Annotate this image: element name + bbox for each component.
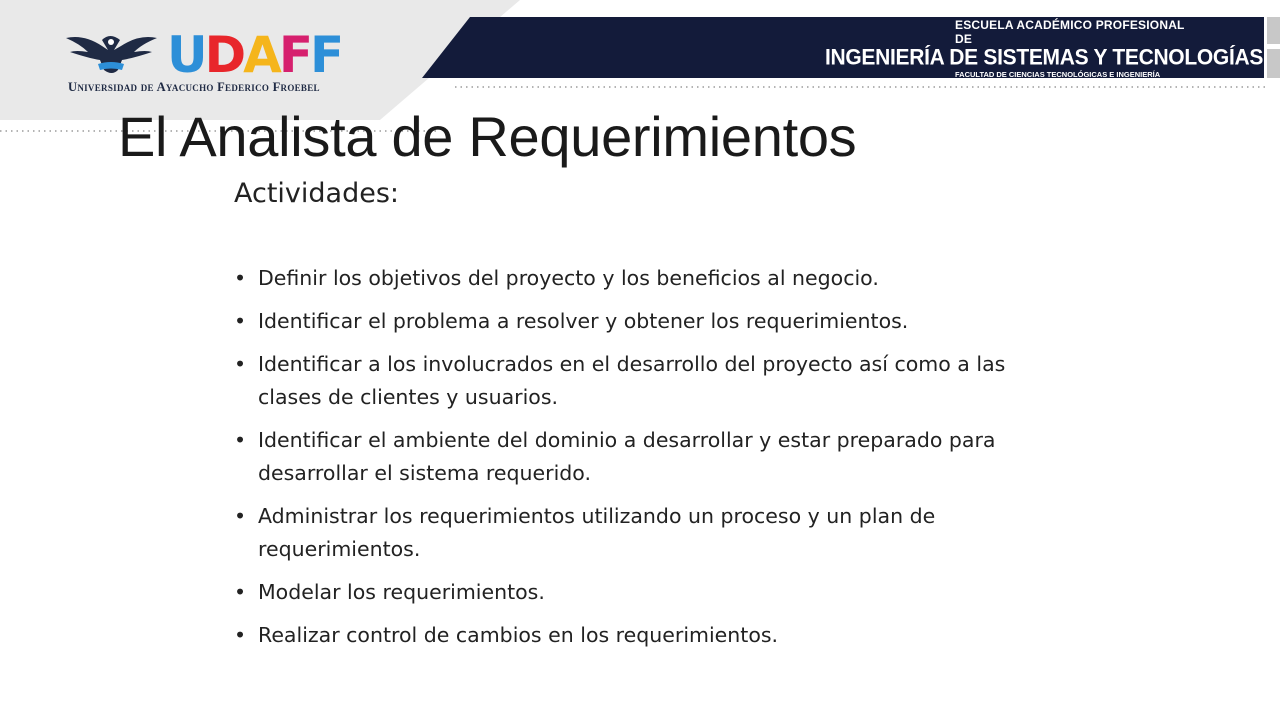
list-item-text: Identificar el ambiente del dominio a desarrollar y estar preparado para desarrollar el sistema requerido.	[258, 428, 996, 485]
logo-letter: D	[204, 26, 244, 84]
bullet-icon: •	[234, 266, 247, 290]
list-item	[234, 262, 1034, 295]
list-item-text: Administrar los requerimientos utilizando un proceso y un plan de requerimientos.	[258, 504, 936, 561]
banner-faculty: FACULTAD DE CIENCIAS TECNOLÓGICAS E INGENIERÍA	[955, 70, 1161, 79]
list-item	[234, 619, 1034, 652]
list-item	[234, 348, 1034, 414]
bullet-icon: •	[234, 623, 247, 647]
bullet-icon: •	[234, 504, 247, 528]
bullet-icon: •	[234, 352, 247, 376]
list-item-text: Realizar control de cambios en los requerimientos.	[258, 623, 779, 647]
list-item-text: Definir los objetivos del proyecto y los beneficios al negocio.	[258, 266, 879, 290]
banner-program: INGENIERÍA DE SISTEMAS Y TECNOLOGÍAS	[825, 45, 1264, 70]
list-item-text: Identificar a los involucrados en el desarrollo del proyecto así como a las clases de clientes y usuarios.	[258, 352, 1006, 409]
university-name: Universidad de Ayacucho Federico Froebel	[68, 80, 320, 94]
list-item-text: Modelar los requerimientos.	[258, 580, 545, 604]
eagle-icon	[64, 30, 159, 80]
logo-letter: F	[309, 26, 342, 84]
banner-text	[825, 18, 1264, 80]
bullet-icon: •	[234, 428, 247, 452]
logo-letter: F	[278, 26, 310, 84]
activities-list	[234, 262, 1034, 662]
list-item	[234, 500, 1034, 566]
bullet-icon: •	[234, 309, 247, 333]
slide-subtitle: Actividades:	[234, 178, 400, 209]
list-item	[234, 424, 1034, 490]
list-item	[234, 305, 1034, 338]
logo-letter: A	[243, 26, 279, 84]
list-item-text: Identificar el problema a resolver y obtener los requerimientos.	[258, 309, 909, 333]
banner-school: ESCUELA ACADÉMICO PROFESIONAL DE	[955, 18, 1185, 46]
slide-title: El Analista de Requerimientos	[118, 105, 857, 168]
list-item	[234, 576, 1034, 609]
university-logo	[64, 26, 342, 100]
logo-letter: U	[167, 26, 205, 84]
bullet-icon: •	[234, 580, 247, 604]
udaff-wordmark	[167, 26, 342, 84]
